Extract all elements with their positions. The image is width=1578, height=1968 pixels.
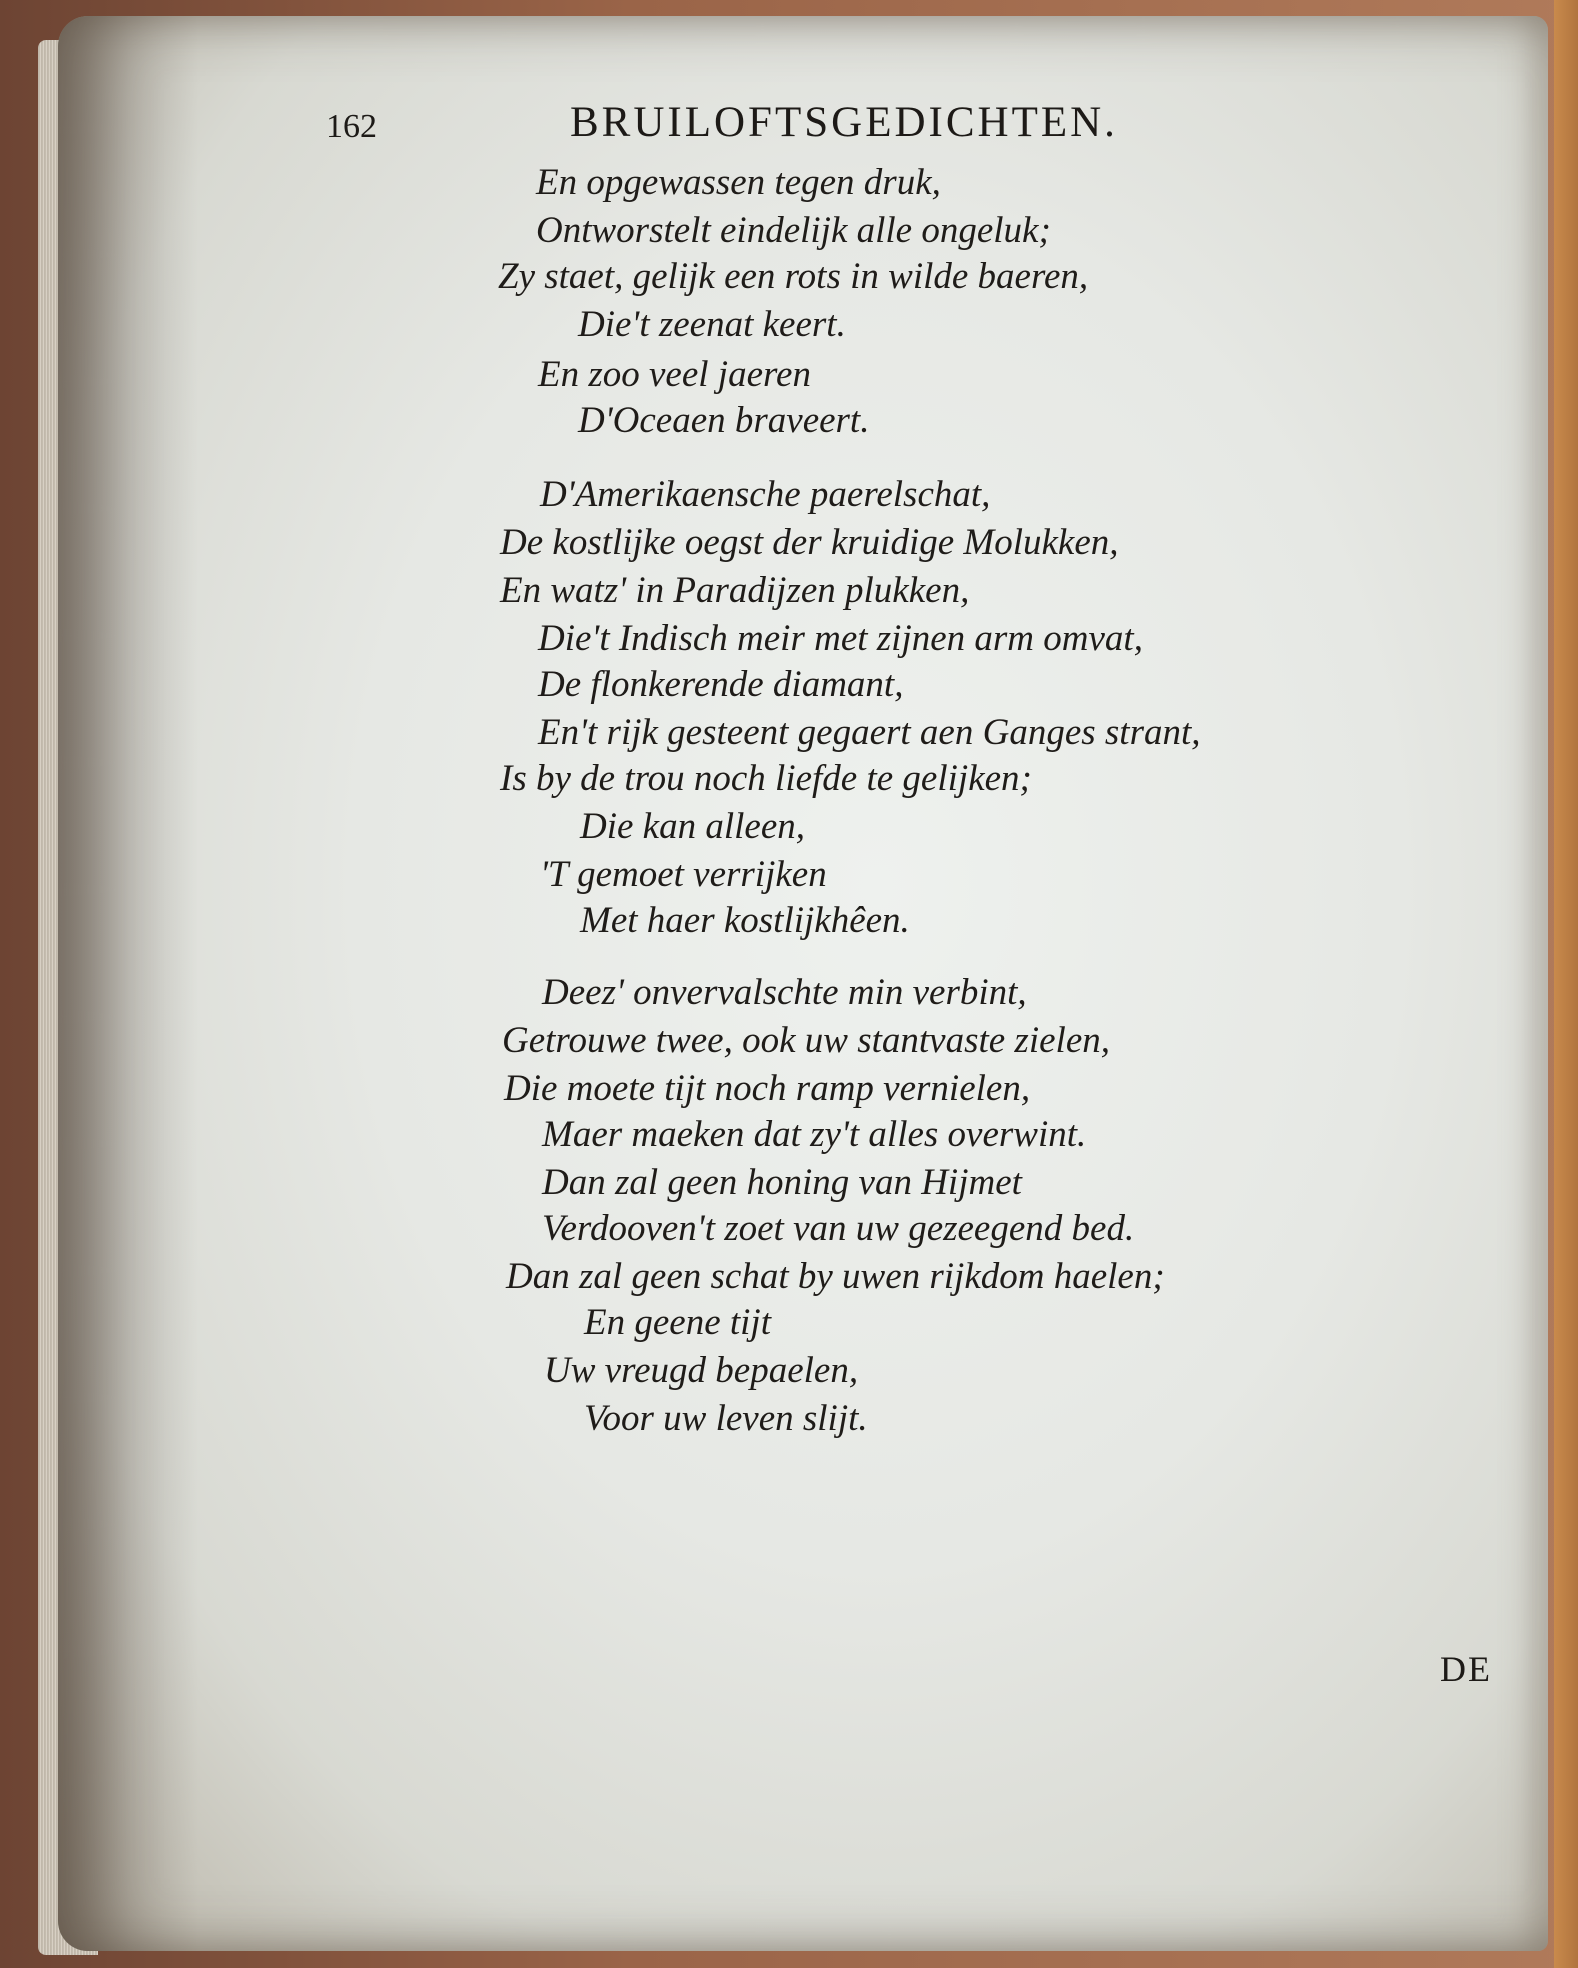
catchword: DE <box>1440 1649 1492 1689</box>
poem-line: Die moete tijt noch ramp vernielen, <box>504 1068 1031 1109</box>
poem-line: Zy staet, gelijk een rots in wilde baeren, <box>498 256 1089 297</box>
poem-line: De kostlijke oegst der kruidige Molukken, <box>500 522 1119 563</box>
poem-line: En opgewassen tegen druk, <box>536 162 941 203</box>
cloth-edge-right <box>1554 0 1578 1968</box>
poem-line: Getrouwe twee, ook uw stantvaste zielen, <box>502 1020 1110 1061</box>
poem-line: Met haer kostlijkhêen. <box>580 900 910 941</box>
poem-line: Dan zal geen honing van Hijmet <box>542 1162 1022 1203</box>
poem-line: Die kan alleen, <box>580 806 805 847</box>
poem-line: Verdooven't zoet van uw gezeegend bed. <box>542 1208 1135 1249</box>
poem-line: De flonkerende diamant, <box>538 664 904 705</box>
page-number: 162 <box>326 108 377 145</box>
poem-line: 'T gemoet verrijken <box>540 854 827 895</box>
poem-line: En watz' in Paradijzen plukken, <box>500 570 970 611</box>
poem-line: En't rijk gesteent gegaert aen Ganges strant, <box>538 712 1201 753</box>
poem-line: Is by de trou noch liefde te gelijken; <box>500 758 1032 799</box>
poem-line: En zoo veel jaeren <box>538 354 811 395</box>
poem-line: Die't Indisch meir met zijnen arm omvat, <box>538 618 1143 659</box>
poem-line: Deez' onvervalschte min verbint, <box>542 972 1027 1013</box>
poem-line: D'Oceaen braveert. <box>578 400 870 441</box>
poem-line: Voor uw leven slijt. <box>584 1398 868 1439</box>
book-page <box>58 16 1548 1951</box>
poem-line: Die't zeenat keert. <box>578 304 846 345</box>
poem-line: Maer maeken dat zy't alles overwint. <box>542 1114 1087 1155</box>
poem-line: Dan zal geen schat by uwen rijkdom haelen; <box>506 1256 1165 1297</box>
poem-line: En geene tijt <box>584 1302 771 1343</box>
poem-text <box>58 16 1548 1951</box>
poem-line: D'Amerikaensche paerelschat, <box>540 474 991 515</box>
poem-line: Ontworstelt eindelijk alle ongeluk; <box>536 210 1051 251</box>
poem-line: Uw vreugd bepaelen, <box>544 1350 859 1391</box>
running-head: BRUILOFTSGEDICHTEN. <box>570 99 1118 146</box>
